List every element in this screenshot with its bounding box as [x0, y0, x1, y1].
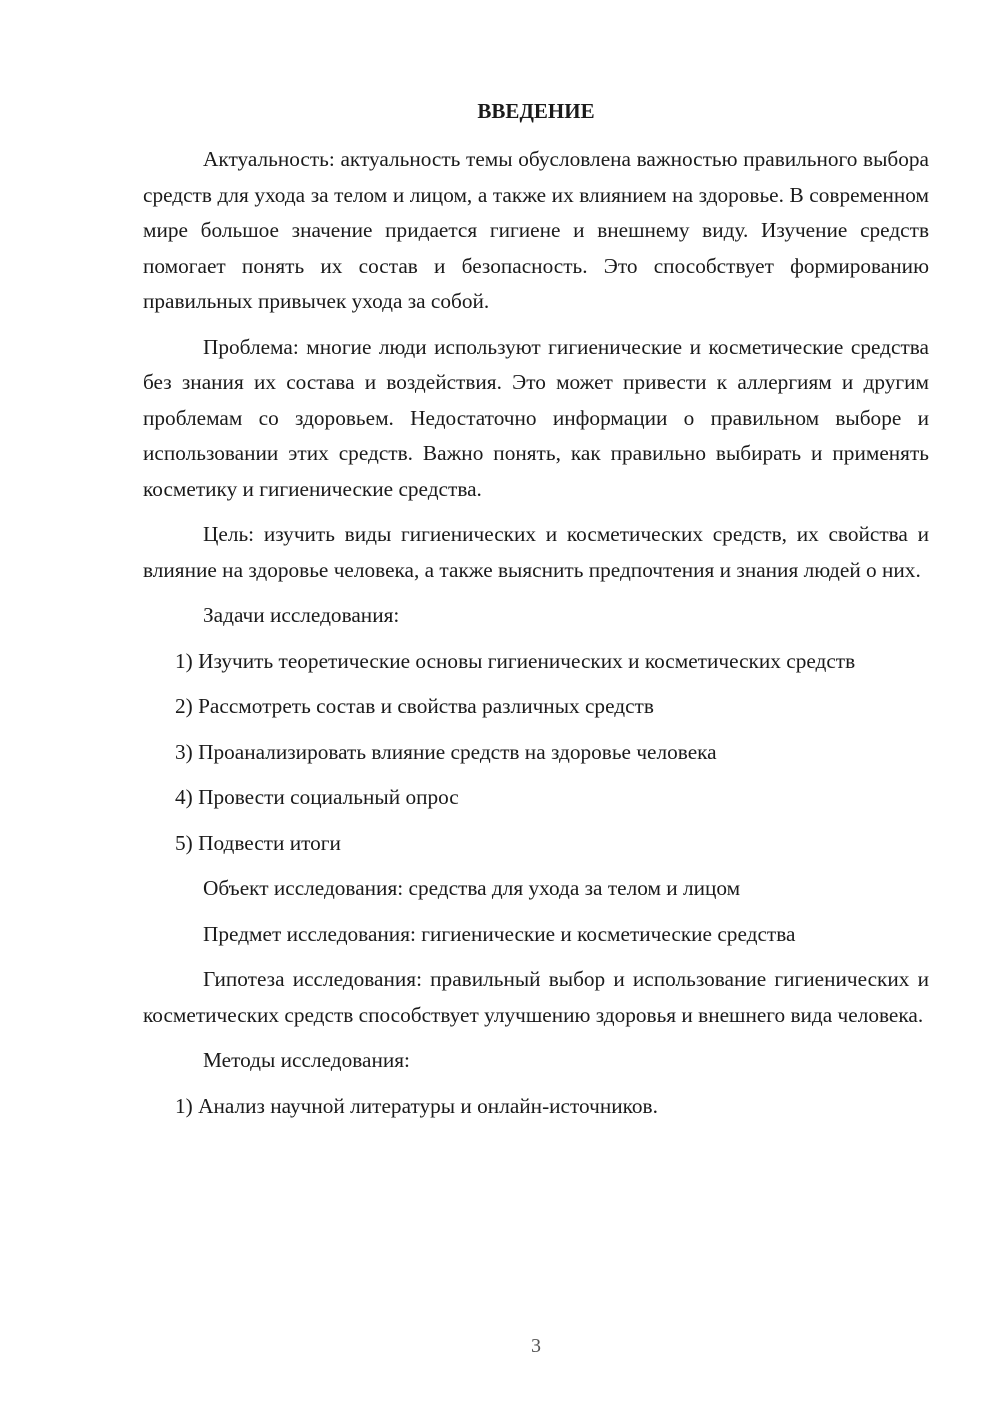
paragraph-goal: Цель: изучить виды гигиенических и косметических средств, их свойства и влияние на здоровье человека, а также выяснить предпочтения и знания людей о них. — [143, 522, 929, 582]
page-title: ВВЕДЕНИЕ — [477, 99, 595, 123]
page-number: 3 — [531, 1335, 541, 1357]
task-item: 2) Рассмотреть состав и свойства различных средств — [175, 694, 654, 718]
paragraph-problem: Проблема: многие люди используют гигиенические и косметические средства без знания их состава и воздействия. Это может привести к аллергиям и другим проблемам со здоровьем. Недостаточно информации о правильном выборе и использовании этих средств. Важно понять, как правильно выбирать и применять косметику и гигиенические средства. — [143, 334, 929, 501]
paragraph-relevance: Актуальность: актуальность темы обусловлена важностью правильного выбора средств для ухода за телом и лицом, а также их влиянием на здоровье. В современном мире большое значение придается гигиене и внешнему виду. Изучение средств помогает понять их состав и безопасность. Это способствует формированию правильных привычек ухода за собой. — [143, 147, 929, 313]
paragraph-hypothesis: Гипотеза исследования: правильный выбор и использование гигиенических и косметических средств способствует улучшению здоровья и внешнего вида человека. — [143, 967, 929, 1027]
task-item: 1) Изучить теоретические основы гигиенических и косметических средств — [175, 648, 856, 673]
methods-heading: Методы исследования: — [203, 1048, 410, 1072]
paragraph-object: Объект исследования: средства для ухода за телом и лицом — [203, 876, 741, 900]
task-item: 5) Подвести итоги — [175, 830, 341, 855]
task-item: 4) Провести социальный опрос — [175, 785, 459, 809]
tasks-heading: Задачи исследования: — [203, 603, 400, 627]
task-item: 3) Проанализировать влияние средств на здоровье человека — [175, 739, 717, 764]
document-body — [143, 142, 929, 1134]
document-page — [143, 0, 929, 1414]
method-item: 1) Анализ научной литературы и онлайн-источников. — [175, 1093, 658, 1118]
paragraph-subject: Предмет исследования: гигиенические и косметические средства — [203, 921, 796, 946]
